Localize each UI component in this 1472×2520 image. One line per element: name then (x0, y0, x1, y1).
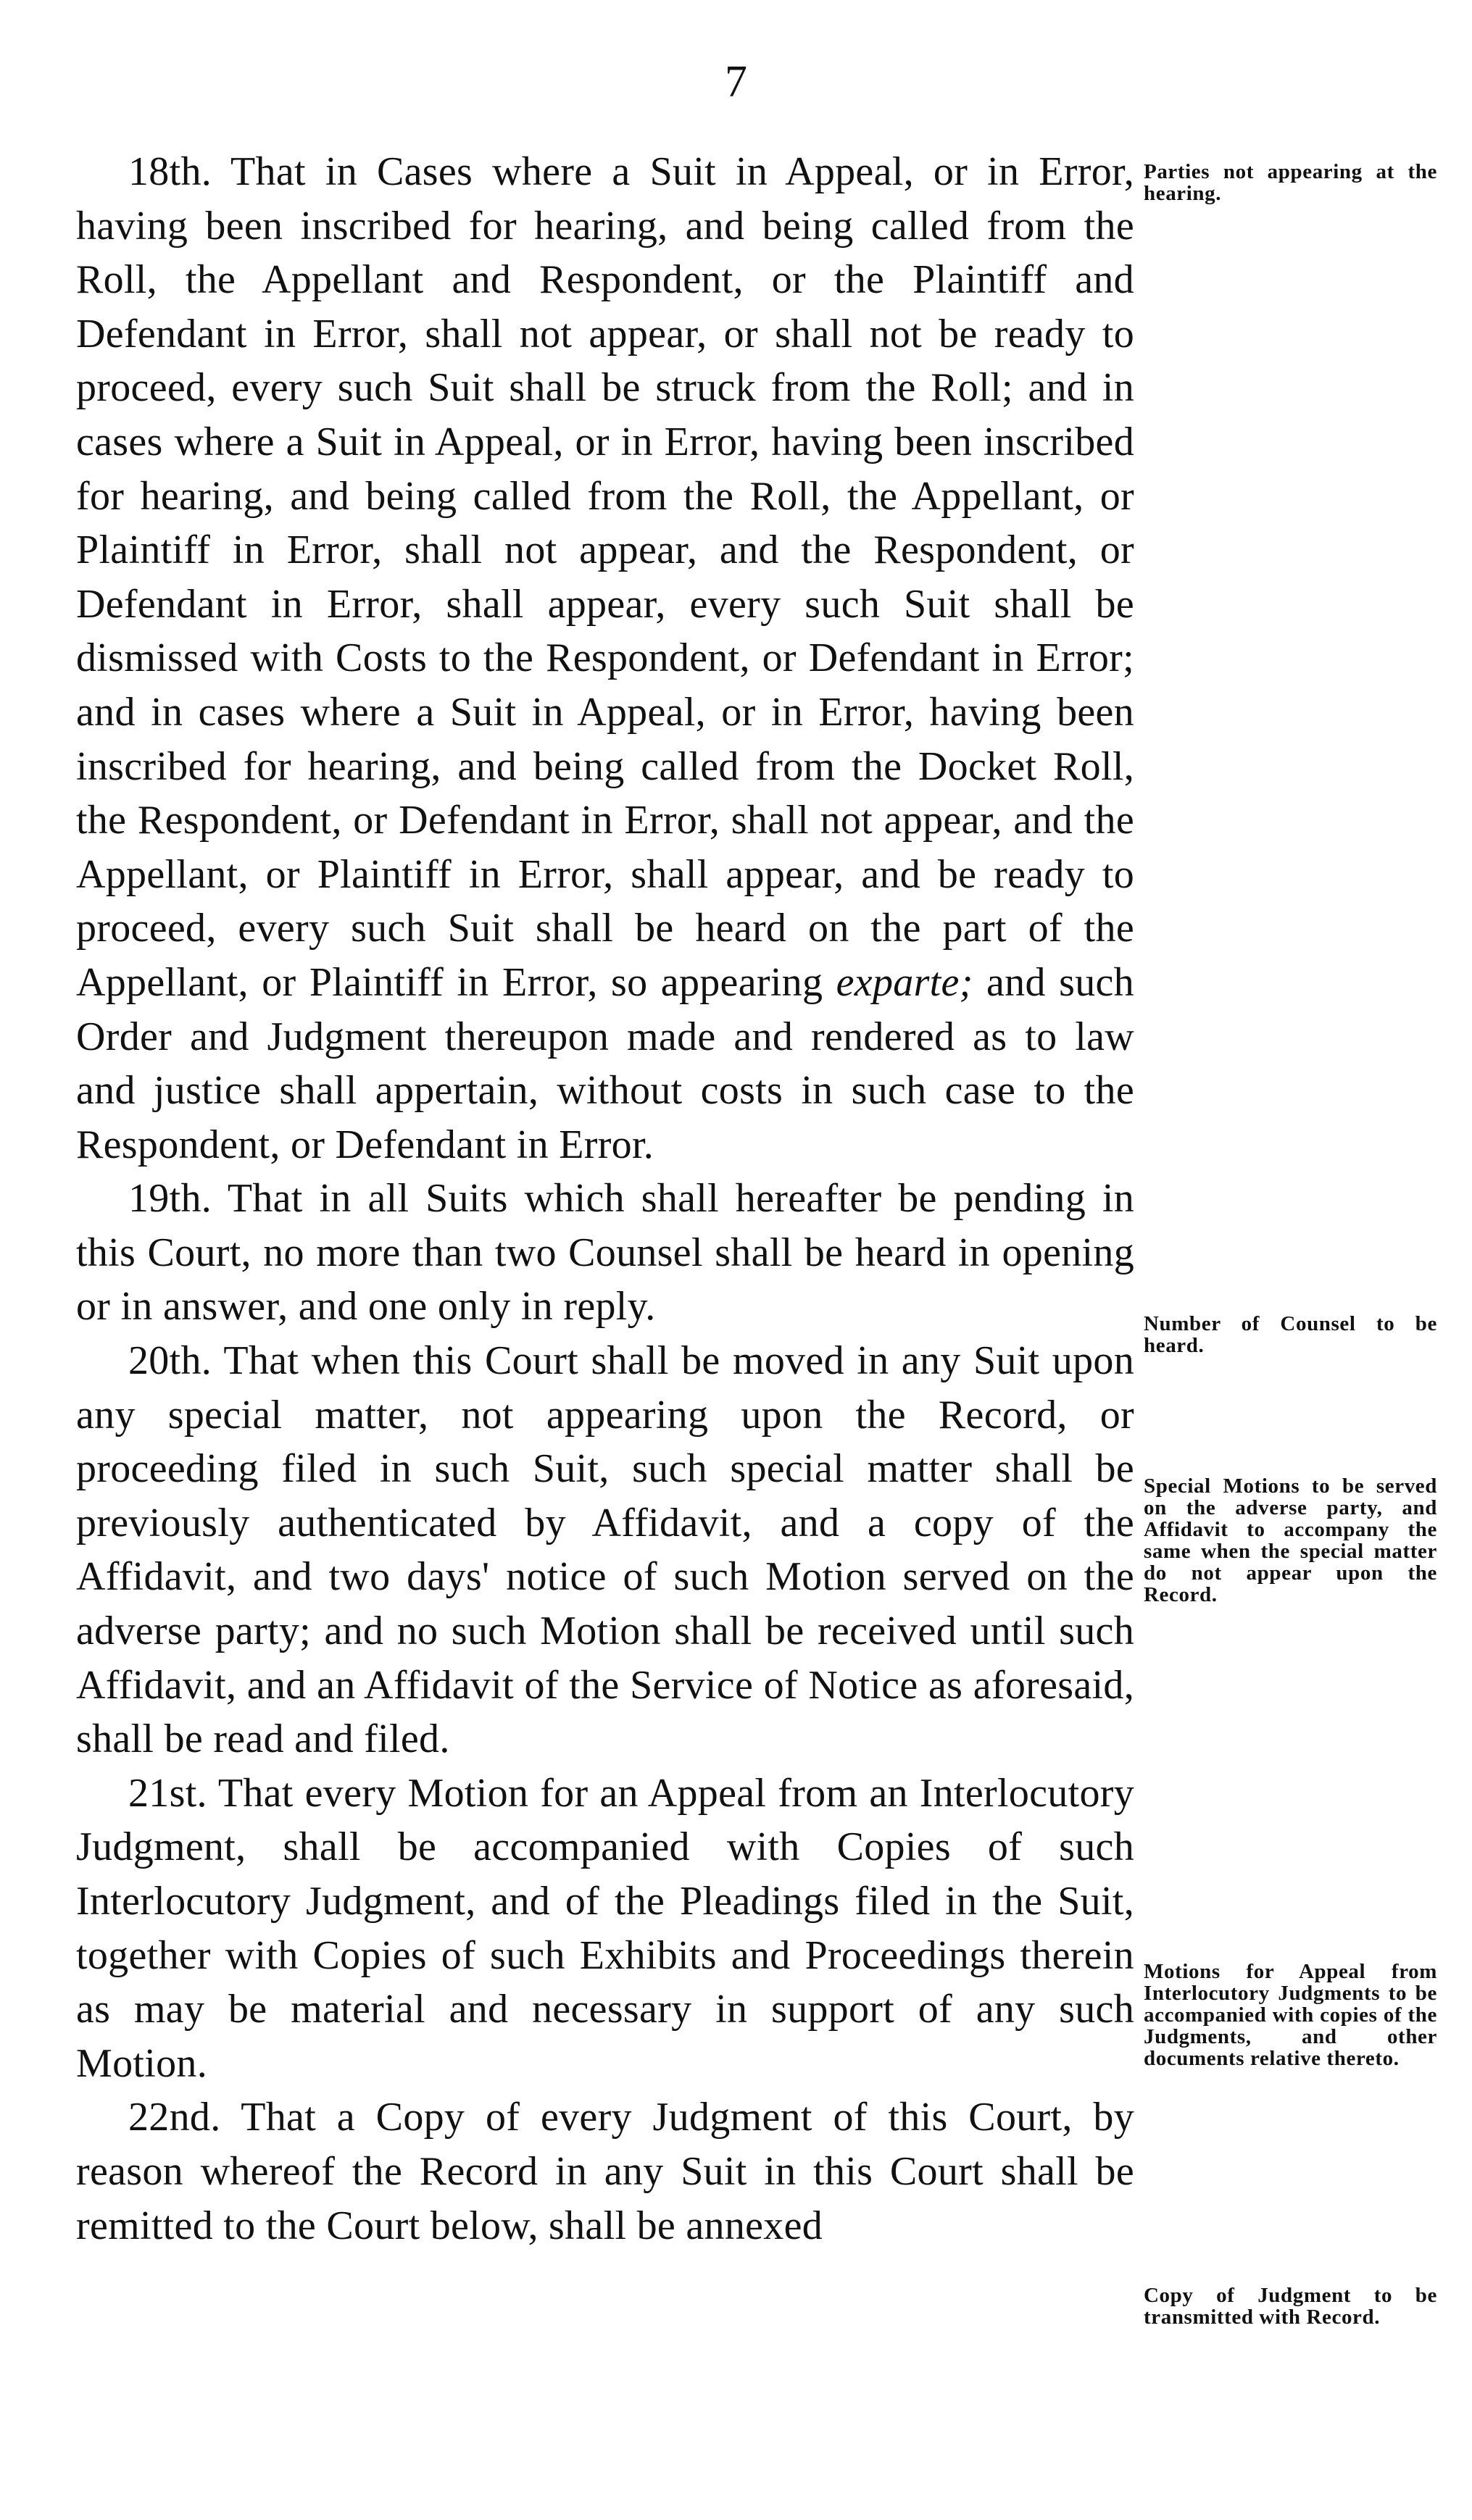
paragraph-rule-21: 21st. That every Motion for an Appeal from an Interlocutory Judgment, shall be accompanied with Copies of such Interlocutory Judgment, and of the Pleadings filed in the Suit, together with Copies of such Exhibits and Proceedings therein as may be material and necessary in support of any such Motion. (76, 1770, 1134, 2086)
paragraph-rule-18 (76, 145, 1134, 1172)
page-number: 7 (725, 57, 747, 107)
margin-note-parties-not-appearing: Parties not appearing at the hearing. (1144, 160, 1437, 205)
margin-note-interlocutory-appeal: Motions for Appeal from Interlocutory Judgments to be accompanied with copies of the Judgments, and other documents relative thereto. (1144, 1960, 1437, 2070)
paragraph-rule-18-italic-term: exparte; (836, 959, 973, 1005)
paragraph-rule-20: 20th. That when this Court shall be moved in any Suit upon any special matter, not appearing upon the Record, or proceeding filed in such Suit, such special matter shall be previously authenticated by Affidavit, and a copy of the Affidavit, and two days' notice of such Motion served on the adverse party; and no such Motion shall be received until such Affidavit, and an Affidavit of the Service of Notice as aforesaid, shall be read and filed. (76, 1338, 1134, 1762)
body-text (76, 145, 1134, 2253)
paragraph-rule-18-text-start: 18th. That in Cases where a Suit in Appeal, or in Error, having been inscribed for hearing, and being called from the Roll, the Appellant and Respondent, or the Plaintiff and Defendant in Error, shall not appear, or shall not be ready to proceed, every such Suit shall be struck from the Roll; and in cases where a Suit in Appeal, or in Error, having been inscribed for hearing, and being called from the Roll, the Appellant, or Plaintiff in Error, shall not appear, and the Respondent, or Defendant in Error, shall appear, every such Suit shall be dismissed with Costs to the Respondent, or Defendant in Error; and in cases where a Suit in Appeal, or in Error, having been inscribed for hearing, and being called from the Docket Roll, the Respondent, or Defendant in Error, shall not appear, and the Appellant, or Plaintiff in Error, shall appear, and be ready to proceed, every such Suit shall be heard on the part of the Appellant, or Plaintiff in Error, so appearing (76, 149, 1134, 1005)
paragraph-rule-22: 22nd. That a Copy of every Judgment of this Court, by reason whereof the Record in any Suit in this Court shall be remitted to the Court below, shall be annexed (76, 2095, 1134, 2248)
margin-note-copy-of-judgment: Copy of Judgment to be transmitted with Record. (1144, 2284, 1437, 2329)
margin-note-special-motions: Special Motions to be served on the adverse party, and Affidavit to accompany the same when the special matter do not appear upon the Record. (1144, 1474, 1437, 1606)
margin-note-number-of-counsel: Number of Counsel to be heard. (1144, 1312, 1437, 1357)
paragraph-rule-18-text-end: and such Order and Judgment thereupon made and rendered as to law and justice shall appertain, without costs in such case to the Respondent, or Defendant in Error. (76, 959, 1134, 1167)
paragraph-rule-19: 19th. That in all Suits which shall hereafter be pending in this Court, no more than two Counsel shall be heard in opening or in answer, and one only in reply. (76, 1176, 1134, 1330)
